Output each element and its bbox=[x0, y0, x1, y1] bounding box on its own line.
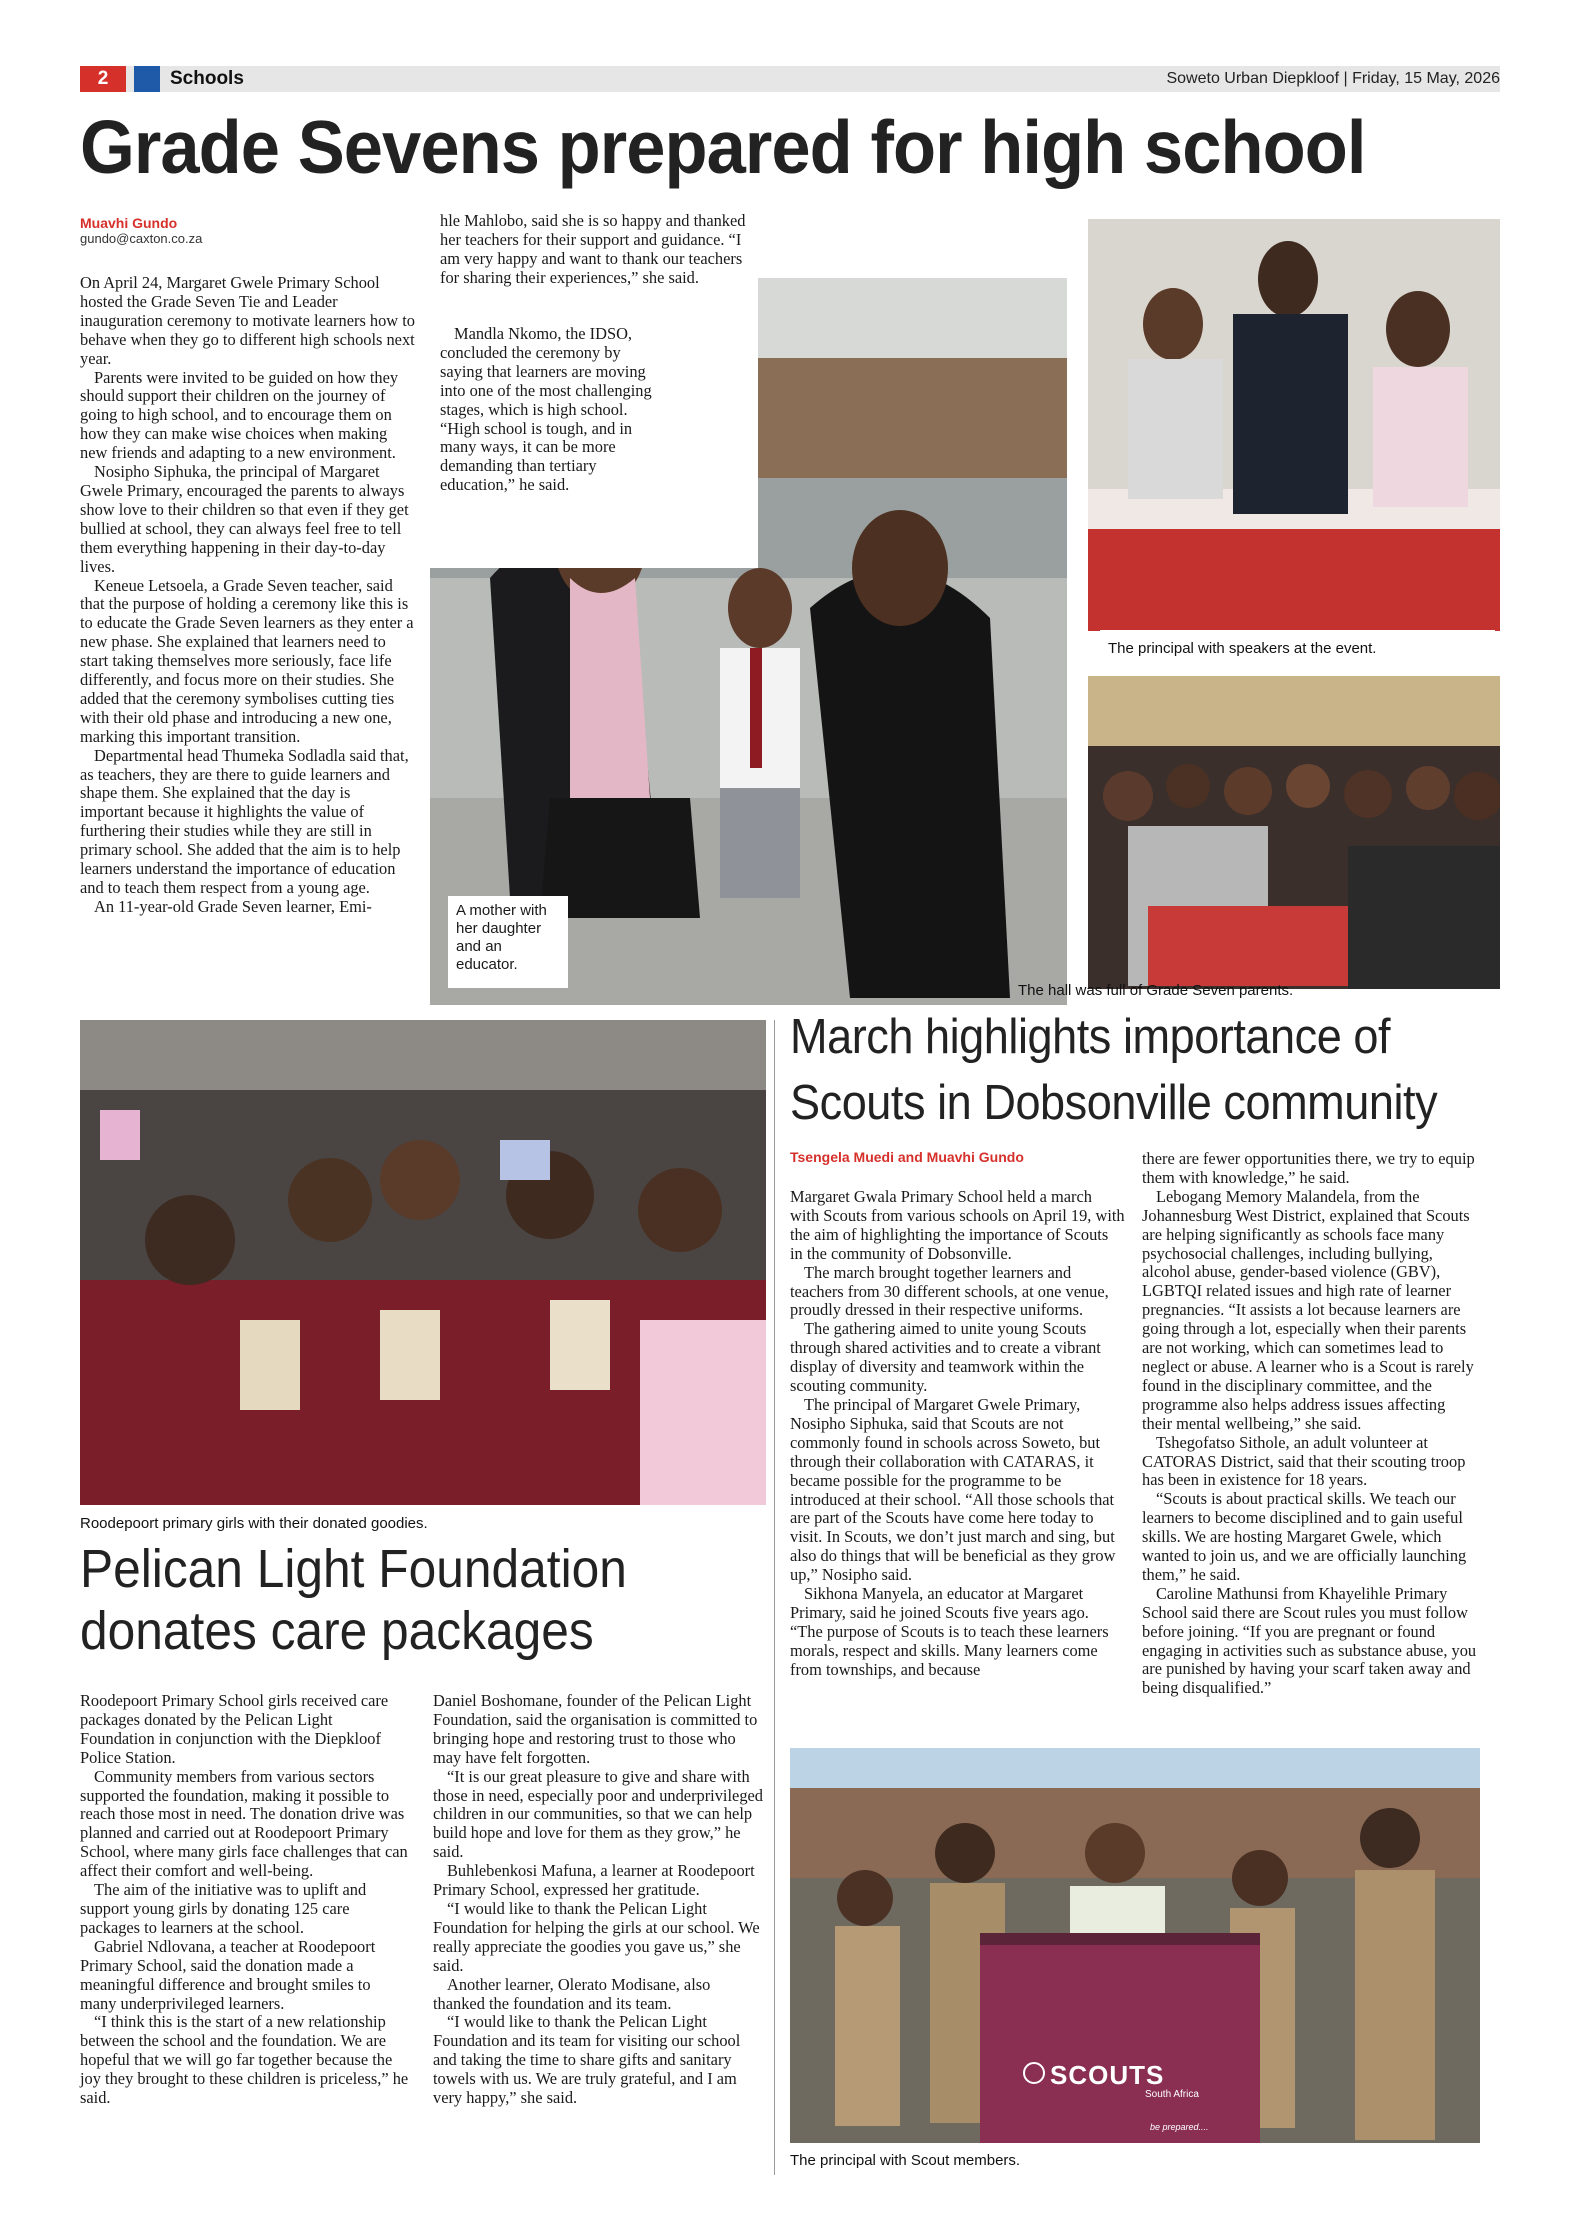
story1-byline bbox=[80, 215, 410, 246]
pelican-headline-line2: donates care packages bbox=[80, 1601, 594, 1661]
story3-col1 bbox=[790, 1188, 1125, 1680]
scouts-flag-text: SCOUTS bbox=[1050, 2060, 1165, 2090]
section-color-block bbox=[134, 66, 160, 92]
paragraph: “I would like to thank the Pelican Light Foundation and its team for visiting our school and taking the time to share gifts and sanitary towels with us. We are truly grateful, and I am very happy,” she said. bbox=[433, 2012, 741, 2108]
paragraph: Buhlebenkosi Mafuna, a learner at Roodepoort Primary School, expressed her gratitude. bbox=[433, 1861, 755, 1900]
caption-scouts: The principal with Scout members. bbox=[790, 2152, 1021, 2169]
paragraph: Tshegofatso Sithole, an adult volunteer at CATORAS District, said that their scouting troop has been in existence for 18 years. bbox=[1142, 1432, 1466, 1490]
dateline: Soweto Urban Diepkloof | Friday, 15 May, 2026 bbox=[1166, 70, 1500, 87]
paragraph: Nosipho Siphuka, the principal of Margaret Gwele Primary, encouraged the parents to always show love to their children so that even if they get bullied at school, they can always feel free to tell them everything happening in their day-to-day lives. bbox=[80, 462, 409, 576]
paragraph: “I would like to thank the Pelican Light Foundation for helping the girls at our school. We really appreciate the goodies you gave us,” she said. bbox=[433, 1898, 760, 1975]
section-label: Schools bbox=[170, 68, 244, 89]
paragraph: there are fewer opportunities there, we try to equip them with knowledge,” he said. bbox=[1142, 1149, 1475, 1187]
pelican-headline-line1: Pelican Light Foundation bbox=[80, 1539, 627, 1599]
photo-roodepoort-girls bbox=[80, 1020, 766, 1505]
paragraph: Gabriel Ndlovana, a teacher at Roodepoort Primary School, said the donation made a meaningful difference and brought smiles to many underprivileged learners. bbox=[80, 1936, 376, 2013]
paragraph: “I think this is the start of a new relationship between the school and the foundation. We are hopeful that we will go far together because the joy they brought to these children is priceless,” he said. bbox=[80, 2012, 409, 2108]
scouts-flag-motto: be prepared.... bbox=[1150, 2122, 1209, 2132]
paragraph: Departmental head Thumeka Sodladla said that, as teachers, they are there to guide learners and shape them. She explained that the day is important because it highlights the value of furthering their studies while they are still in primary school. She added that the aim is to help learners understand the importance of education and to teach them respect from a young age. bbox=[80, 745, 409, 897]
paragraph: The aim of the initiative was to uplift and support young girls by donating 125 care packages to learners at the school. bbox=[80, 1880, 367, 1937]
paragraph: The principal of Margaret Gwele Primary, Nosipho Siphuka, said that Scouts are not commonly found in schools across Soweto, but through their collaboration with CATARAS, it became possible for the programme to be introduced at their school. “All those schools that are part of the Scouts have come here today to visit. In Scouts, we don’t just march and sing, but also do things that will be beneficial as they grow up,” Nosipho said. bbox=[790, 1394, 1116, 1585]
scouts-flag-subtext: South Africa bbox=[1145, 2089, 1199, 2100]
paragraph: Lebogang Memory Malandela, from the Johannesburg West District, explained that Scouts are helping significantly as schools face many psychosocial challenges, including bullying, alcohol abuse, gender-based violence (GBV), LGBTQI related issues and high rate of learner pregnancies. “It assists a lot because learners are going through a lot, especially when their parents are not working, which can sometimes lead to neglect or abuse. A learner who is a Scout is rarely found in the disciplinary committee, and the programme also helps address issues affecting their mental wellbeing,” she said. bbox=[1142, 1186, 1474, 1433]
paragraph: Mandla Nkomo, the IDSO, concluded the ceremony by saying that learners are moving into one of the most challenging stages, which is high school. “High school is tough, and in many ways, it can be more demanding than tertiary education,” he said. bbox=[440, 324, 652, 495]
paragraph: “It is our great pleasure to give and share with those in need, especially poor and underprivileged children in our communities, so that we can help build hope and love for them as they grow,” he said. bbox=[433, 1766, 763, 1862]
photo-principal-speakers bbox=[1088, 219, 1500, 631]
paragraph: Roodepoort Primary School girls received care packages donated by the Pelican Light Foundation in conjunction with the Diepkloof Police Station. bbox=[80, 1691, 389, 1767]
caption-roodepoort: Roodepoort primary girls with their donated goodies. bbox=[80, 1515, 428, 1532]
page-number: 2 bbox=[80, 66, 126, 92]
paragraph: “Scouts is about practical skills. We teach our learners to become disciplined and to gain useful skills. We are hosting Margaret Gwele, which wanted to join us, and we are officially launching them,” he said. bbox=[1142, 1489, 1467, 1584]
paragraph: Keneue Letsoela, a Grade Seven teacher, said that the purpose of holding a ceremony like this is to educate the Grade Seven learners as they enter a new phase. She explained that learners need to start taking themselves more seriously, face life differently, and focus more on their studies. She added that the ceremony symbolises cutting ties with their old phase and introducing a new one, marking this important transition. bbox=[80, 575, 414, 746]
column-rule bbox=[774, 1020, 775, 2175]
scouts-headline-line2: Scouts in Dobsonville community bbox=[790, 1076, 1438, 1130]
caption-principal: The principal with speakers at the event. bbox=[1108, 640, 1377, 657]
scouts-fleur-de-lis-icon bbox=[1023, 2062, 1045, 2084]
paragraph: Caroline Mathunsi from Khayelihle Primary School said there are Scout rules you must follow before joining. “If you are pregnant or found engaging in activities such as substance abuse, you are punished by having your scarf taken away and being disqualified.” bbox=[1142, 1583, 1477, 1698]
main-headline: Grade Sevens prepared for high school bbox=[80, 105, 1366, 189]
paragraph: Sikhona Manyela, an educator at Margaret Primary, said he joined Scouts five years ago. “The purpose of Scouts is to teach these learners morals, respect and skills. Many learners come from townships, and because bbox=[790, 1584, 1109, 1679]
byline-email: gundo@caxton.co.za bbox=[80, 231, 203, 246]
caption-hall: The hall was full of Grade Seven parents. bbox=[1018, 982, 1294, 999]
story1-col2-wrap bbox=[440, 325, 660, 495]
story3-col2 bbox=[1142, 1150, 1477, 1698]
paragraph: The gathering aimed to unite young Scouts through shared activities and to create a vibrant display of diversity and teamwork within the scouting community. bbox=[790, 1319, 1101, 1396]
paragraph: An 11-year-old Grade Seven learner, Emi- bbox=[94, 896, 372, 916]
caption-mother: A mother with her daughter and an educator. bbox=[448, 896, 568, 988]
paragraph: The march brought together learners and teachers from 30 different schools, at one venue, proudly dressed in their respective uniforms. bbox=[790, 1262, 1109, 1320]
story2-col2 bbox=[433, 1692, 763, 2108]
paragraph: Community members from various sectors supported the foundation, making it possible to reach those most in need. The donation drive was planned and carried out at Roodepoort Primary School, where many girls face challenges that can affect their comfort and well-being. bbox=[80, 1766, 408, 1881]
paragraph: Parents were invited to be guided on how they should support their children on the journey of going to high school, and to encourage them on how they can make wise choices when making new friends and adapting to a new environment. bbox=[80, 367, 399, 463]
scouts-byline: Tsengela Muedi and Muavhi Gundo bbox=[790, 1149, 1024, 1165]
paragraph: On April 24, Margaret Gwele Primary School hosted the Grade Seven Tie and Leader inauguration ceremony to motivate learners how to behave when they go to different high schools next year. bbox=[80, 273, 415, 368]
paragraph: Daniel Boshomane, founder of the Pelican Light Foundation, said the organisation is committed to bringing hope and restoring trust to those who may have felt forgotten. bbox=[433, 1691, 758, 1767]
paragraph: Margaret Gwala Primary School held a march with Scouts from various schools on April 19, with the aim of highlighting the importance of Scouts in the community of Dobsonville. bbox=[790, 1187, 1125, 1263]
photo-hall bbox=[1088, 676, 1500, 989]
paragraph: Another learner, Olerato Modisane, also thanked the foundation and its team. bbox=[433, 1974, 711, 2013]
story1-col1 bbox=[80, 274, 415, 917]
paragraph: hle Mahlobo, said she is so happy and thanked her teachers for their support and guidance. “I am very happy and want to thank our teachers for sharing their experiences,” she said. bbox=[440, 211, 746, 287]
scouts-headline-line1: March highlights importance of bbox=[790, 1010, 1391, 1064]
story2-col1 bbox=[80, 1692, 410, 2108]
story1-col2 bbox=[440, 212, 758, 288]
byline-name: Muavhi Gundo bbox=[80, 215, 178, 231]
